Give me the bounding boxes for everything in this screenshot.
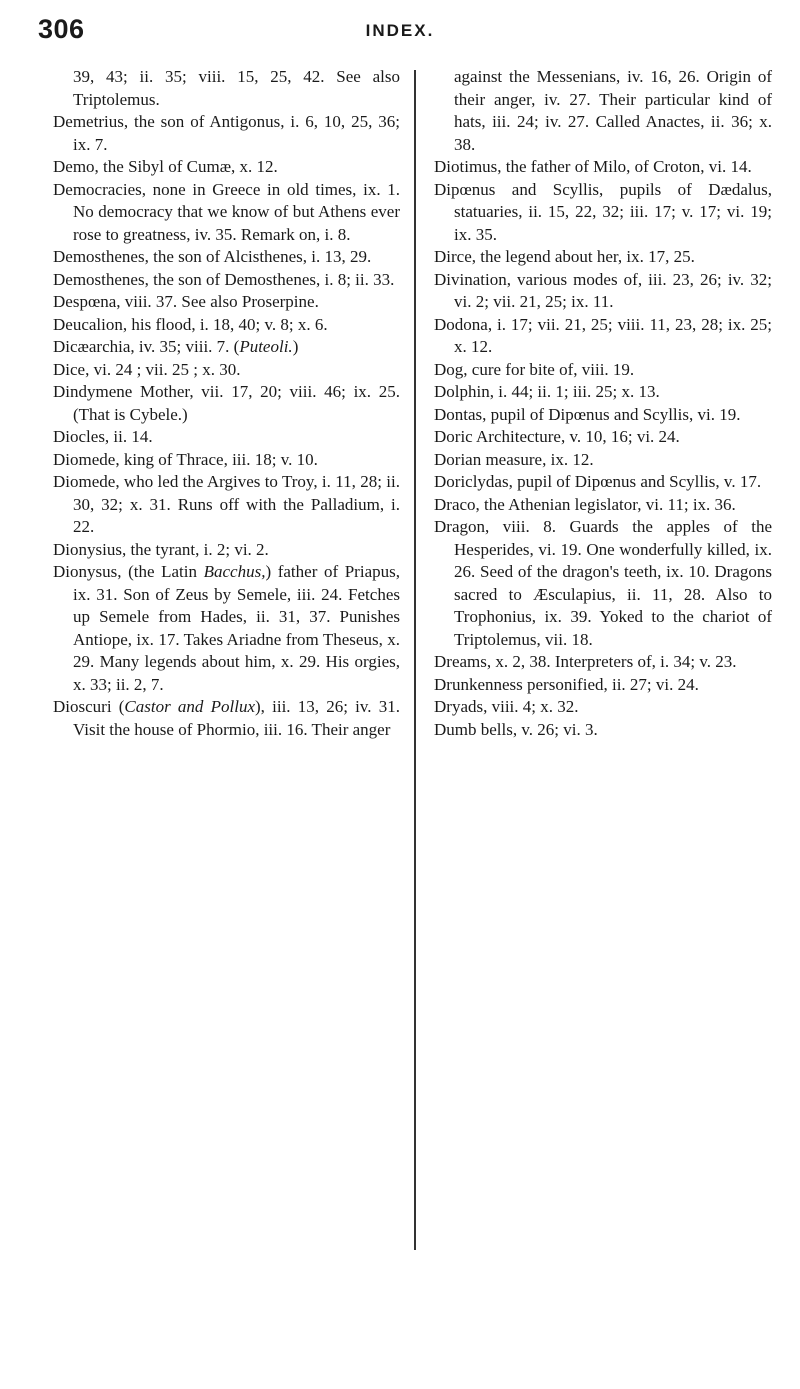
index-entry	[434, 494, 772, 517]
index-entry	[53, 336, 400, 359]
index-entry	[434, 471, 772, 494]
entry-text: Doric Architecture, v. 10, 16; vi. 24.	[434, 427, 680, 446]
index-entry	[434, 516, 772, 651]
right-column	[434, 66, 772, 741]
index-entry	[53, 449, 400, 472]
entry-text: Dicæarchia, iv. 35; viii. 7. (	[53, 337, 240, 356]
entry-text: Dodona, i. 17; vii. 21, 25; viii. 11, 23, 28; ix. 25; x. 12.	[434, 314, 772, 356]
entry-text: Dontas, pupil of Dipœnus and Scyllis, vi. 19.	[434, 404, 741, 424]
entry-text: Dog, cure for bite of, viii. 19.	[434, 359, 635, 379]
entry-text: Despœna, viii. 37. See also Proserpine.	[53, 292, 319, 311]
index-entry	[434, 404, 772, 427]
entry-text: Dryads, viii. 4; x. 32.	[434, 697, 579, 716]
entry-text: Divination, various modes of, iii. 23, 26; iv. 32; vi. 2; vii. 21, 25; ix. 11.	[434, 269, 772, 311]
left-column	[53, 66, 400, 741]
index-entry	[53, 426, 400, 449]
entry-text: against the Messenians, iv. 16, 26. Origin of their anger, iv. 27. Their particular kind of hats, iii. 24; iv. 27. Called Anactes, ii. 36; x. 38.	[454, 67, 772, 154]
index-entry	[53, 156, 400, 179]
entry-text: Diomede, king of Thrace, iii. 18; v. 10.	[53, 449, 318, 469]
entry-text: Diocles, ii. 14.	[53, 427, 153, 446]
index-entry	[434, 381, 772, 404]
entry-text: Dumb bells, v. 26; vi. 3.	[434, 719, 598, 739]
index-entry	[434, 426, 772, 449]
entry-text: Dipœnus and Scyllis, pupils of Dædalus, statuaries, ii. 15, 22, 32; iii. 17; v. 17; vi. 19; ix. 35.	[434, 179, 772, 244]
entry-text: ), iii. 13, 26; iv. 31. Visit the house of Phormio, iii. 16. Their anger	[73, 697, 400, 739]
index-entry	[53, 359, 400, 382]
entry-text: )	[292, 337, 299, 356]
running-title: INDEX.	[365, 21, 435, 40]
entry-text: Demetrius, the son of Antigonus, i. 6, 10, 25, 36; ix. 7.	[53, 112, 400, 154]
index-entry	[53, 291, 400, 314]
entry-text: ) father of Priapus, ix. 31. Son of Zeus by Semele, iii. 24. Fetches up Semele from Hades, ii. 31, 37. Punishes Antiope, ix. 17. Takes Ariadne from Theseus, x. 29. Many legends about him, x. 29. His orgies, x. 33; ii. 2, 7.	[73, 562, 400, 694]
page-header	[0, 14, 800, 54]
index-entry	[53, 561, 400, 696]
entry-text: Diomede, who led the Argives to Troy, i. 11, 28; ii. 30, 32; x. 31. Runs off with the Palladium, i. 22.	[53, 472, 400, 536]
entry-text: Dorian measure, ix. 12.	[434, 449, 594, 469]
page-number: 306	[38, 14, 85, 44]
entry-text: Democracies, none in Greece in old times, ix. 1. No democracy that we know of but Athens ever rose to greatness, iv. 35. Remark on, i. 8.	[53, 179, 400, 244]
index-entry	[53, 111, 400, 156]
entry-text: Dice, vi. 24 ; vii. 25 ; x. 30.	[53, 359, 241, 379]
index-entry	[434, 314, 772, 359]
entry-text: Demosthenes, the son of Alcisthenes, i. 13, 29.	[53, 247, 372, 266]
entry-text: Dolphin, i. 44; ii. 1; iii. 25; x. 13.	[434, 382, 660, 401]
entry-text: Dragon, viii. 8. Guards the apples of the Hesperides, vi. 19. One wonderfully killed, ix. 26. Seed of the dragon's teeth, ix. 10. Dragons sacred to Æsculapius, ii. 11, 28. Also to Trophonius, ix. 39. Yoked to the chariot of Triptolemus, vii. 18.	[434, 517, 772, 649]
index-entry	[53, 269, 400, 292]
index-entry	[53, 179, 400, 247]
index-entry	[53, 246, 400, 269]
index-entry	[434, 246, 772, 269]
index-entry	[434, 674, 772, 697]
entry-text: Doriclydas, pupil of Dipœnus and Scyllis, v. 17.	[434, 472, 762, 491]
entry-text: Drunkenness personified, ii. 27; vi. 24.	[434, 674, 699, 694]
index-entry	[53, 381, 400, 426]
entry-text: Diotimus, the father of Milo, of Croton, vi. 14.	[434, 157, 752, 176]
index-entry	[434, 179, 772, 247]
italic-text: Puteoli.	[239, 337, 293, 356]
index-entry	[53, 539, 400, 562]
index-entry	[53, 314, 400, 337]
index-entry	[434, 449, 772, 472]
index-entry	[434, 269, 772, 314]
index-entry	[53, 471, 400, 539]
index-entry	[53, 696, 400, 741]
entry-text: Dionysius, the tyrant, i. 2; vi. 2.	[53, 539, 269, 559]
index-entry	[434, 651, 772, 674]
italic-text: Bacchus,	[203, 562, 266, 581]
index-entry	[434, 156, 772, 179]
entry-text: Dirce, the legend about her, ix. 17, 25.	[434, 247, 695, 266]
entry-text: Dioscuri (	[53, 697, 125, 716]
entry-text: Demo, the Sibyl of Cumæ, x. 12.	[53, 157, 278, 176]
index-entry	[434, 66, 772, 156]
index-entry	[434, 696, 772, 719]
index-entry	[434, 719, 772, 742]
entry-text: Dionysus, (the Latin	[53, 562, 204, 581]
column-divider	[414, 70, 416, 1250]
entry-text: Draco, the Athenian legislator, vi. 11; ix. 36.	[434, 494, 736, 514]
index-entry	[53, 66, 400, 111]
index-entry	[434, 359, 772, 382]
entry-text: Demosthenes, the son of Demosthenes, i. 8; ii. 33.	[53, 269, 395, 289]
italic-text: Castor and Pollux	[124, 697, 256, 716]
entry-text: Dindymene Mother, vii. 17, 20; viii. 46; ix. 25. (That is Cybele.)	[53, 382, 400, 424]
entry-text: 39, 43; ii. 35; viii. 15, 25, 42. See also Triptolemus.	[73, 67, 400, 109]
entry-text: Deucalion, his flood, i. 18, 40; v. 8; x. 6.	[53, 314, 328, 334]
entry-text: Dreams, x. 2, 38. Interpreters of, i. 34; v. 23.	[434, 652, 737, 671]
